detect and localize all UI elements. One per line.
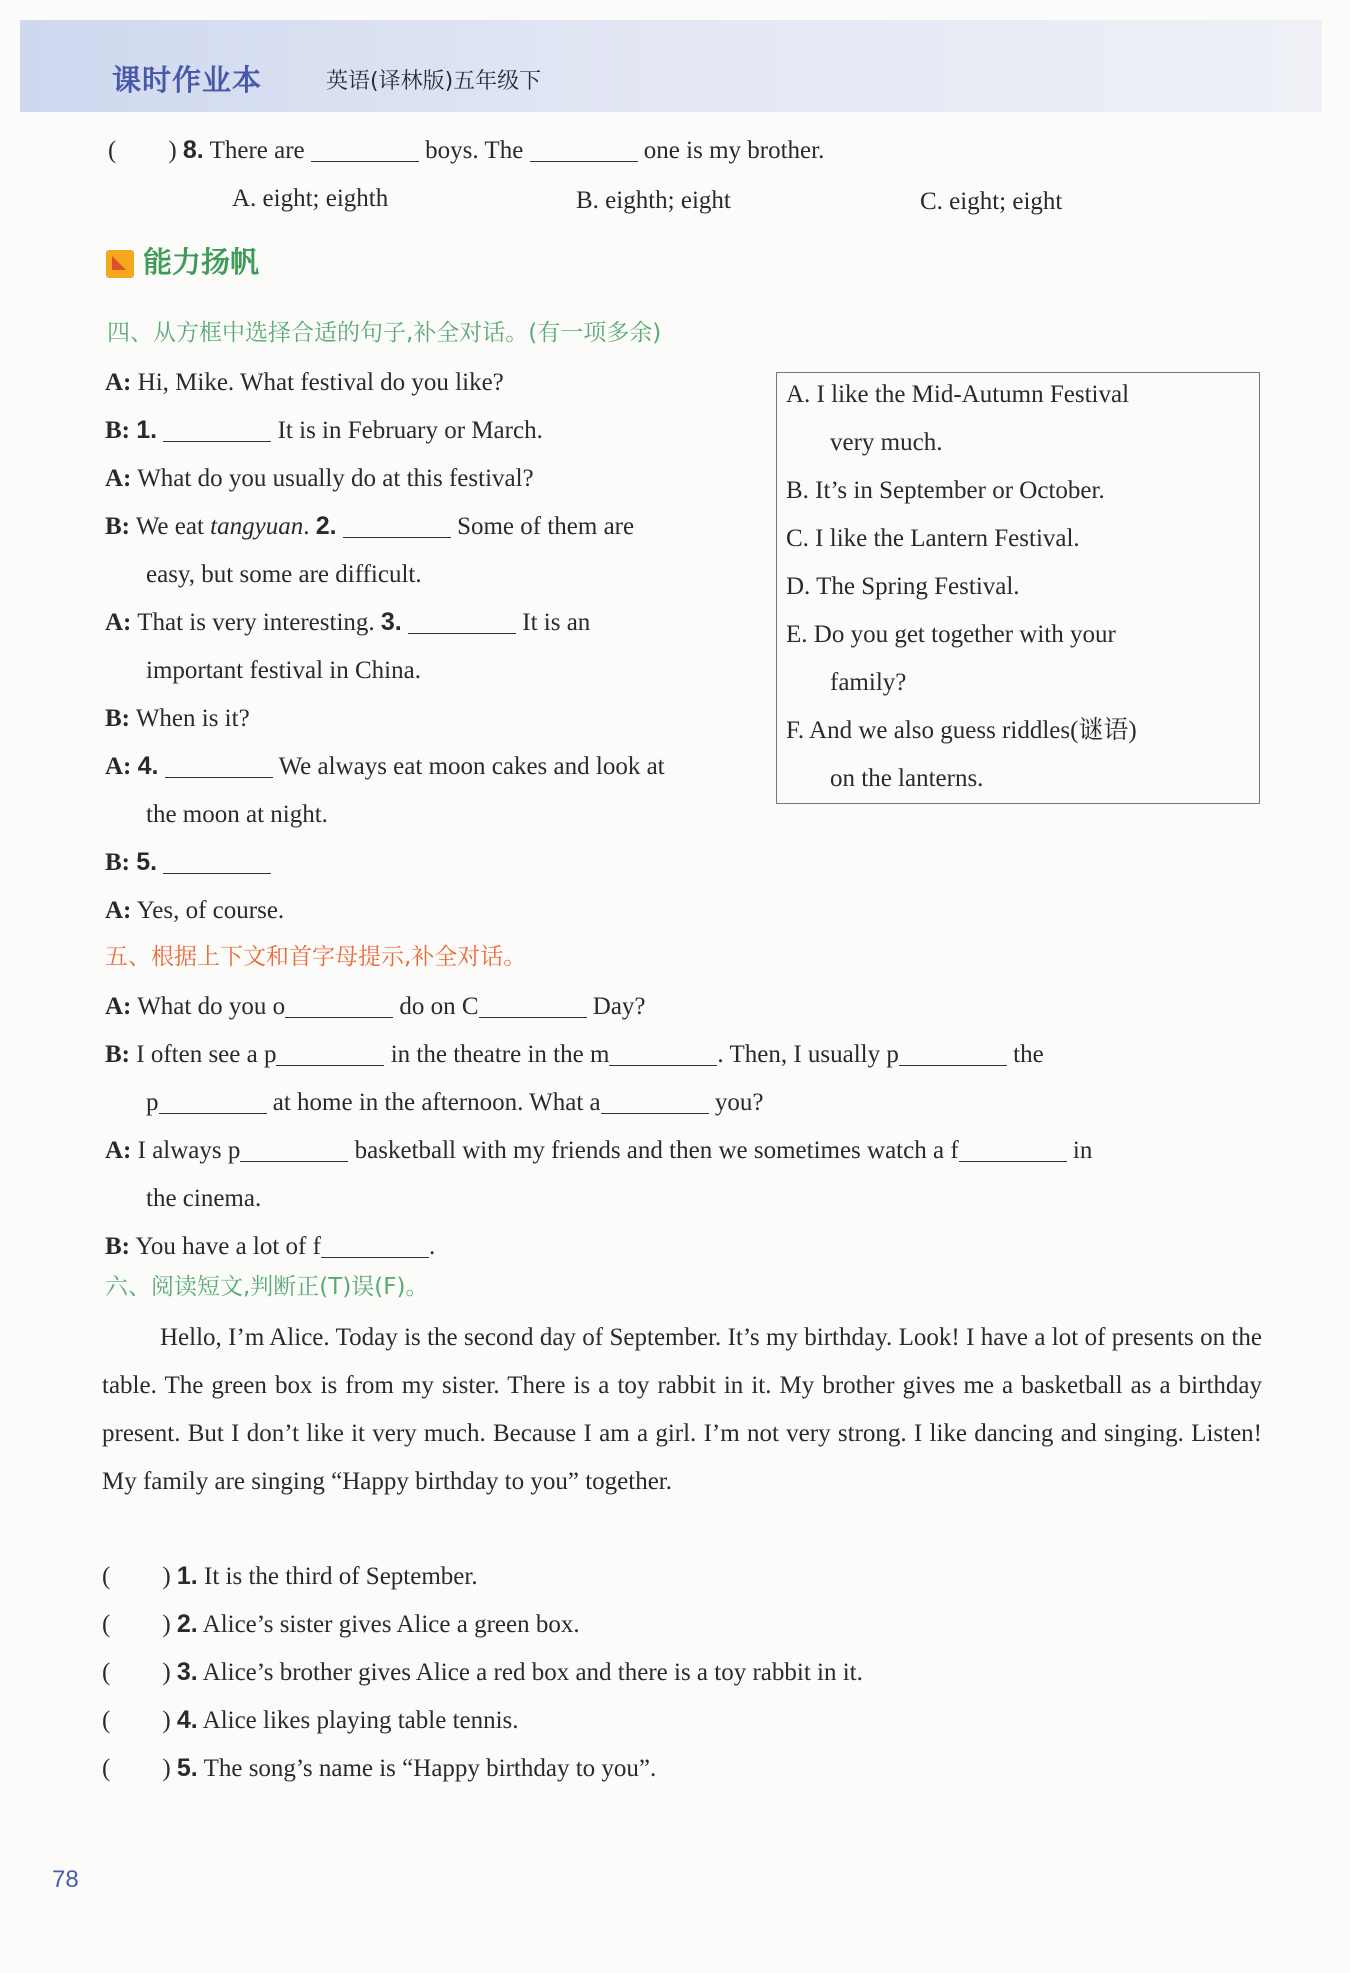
answer-blank[interactable] bbox=[601, 1091, 709, 1114]
q8-option-a: A. eight; eighth bbox=[232, 185, 389, 212]
reading-passage: Hello, I’m Alice. Today is the second day of September. It’s my birthday. Look! I have a lot of presents on the table. The green box is from my sister. There is a toy rabbit in it. My brother gives me a basketball as a birthday present. But I don’t like it very much. Because I am a girl. I’m not very strong. I like dancing and singing. Listen! My family are singing “Happy birthday to you” together. bbox=[102, 1324, 1262, 1495]
answer-blank[interactable] bbox=[285, 995, 393, 1018]
dialog-line: the moon at night. bbox=[146, 801, 328, 828]
dialog-line: the cinema. bbox=[146, 1185, 262, 1212]
section4-heading: 四、从方框中选择合适的句子,补全对话。(有一项多余) bbox=[107, 320, 662, 346]
judge-item: ( ) 4. Alice likes playing table tennis. bbox=[102, 1706, 519, 1734]
dialog-line: B: 1. It is in February or March. bbox=[105, 416, 543, 444]
dialog-line: B: You have a lot of f . bbox=[105, 1233, 436, 1260]
option-b: B. It’s in September or October. bbox=[786, 477, 1105, 504]
answer-blank[interactable] bbox=[530, 139, 638, 162]
dialog-line: A: 4. We always eat moon cakes and look at bbox=[105, 752, 665, 780]
option-f-cont: on the lanterns. bbox=[830, 765, 984, 792]
sail-icon bbox=[106, 250, 134, 278]
answer-blank[interactable] bbox=[276, 1043, 384, 1066]
answer-blank[interactable] bbox=[311, 139, 419, 162]
answer-blank[interactable] bbox=[321, 1235, 429, 1258]
page-header bbox=[20, 20, 1322, 112]
answer-blank[interactable] bbox=[163, 851, 271, 874]
dialog-line: A: That is very interesting. 3. It is an bbox=[105, 608, 591, 636]
answer-blank[interactable] bbox=[159, 1091, 267, 1114]
answer-paren-close: ) bbox=[168, 137, 177, 164]
dialog-line: A: I always p basketball with my friends and then we sometimes watch a f in bbox=[105, 1137, 1093, 1164]
dialog-line: easy, but some are difficult. bbox=[146, 561, 422, 588]
dialog-line: A: What do you o do on C Day? bbox=[105, 993, 646, 1020]
dialog-line: A: Yes, of course. bbox=[105, 897, 285, 924]
option-f: F. And we also guess riddles(谜语) bbox=[786, 717, 1137, 744]
header-subtitle: 英语(译林版)五年级下 bbox=[326, 69, 542, 94]
judge-item: ( ) 1. It is the third of September. bbox=[102, 1562, 478, 1590]
page-number: 78 bbox=[52, 1866, 79, 1893]
section-banner: 能力扬帆 bbox=[143, 245, 260, 279]
answer-blank[interactable] bbox=[609, 1043, 717, 1066]
q8-stem: ( ) 8. There are boys. The one is my brother. bbox=[108, 136, 825, 164]
judge-item: ( ) 2. Alice’s sister gives Alice a green box. bbox=[102, 1610, 580, 1638]
answer-blank[interactable] bbox=[959, 1139, 1067, 1162]
option-a: A. I like the Mid-Autumn Festival bbox=[786, 381, 1130, 408]
answer-blank[interactable] bbox=[240, 1139, 348, 1162]
option-e-cont: family? bbox=[830, 669, 907, 696]
dialog-line: A: What do you usually do at this festival? bbox=[105, 465, 534, 492]
q8-option-c: C. eight; eight bbox=[920, 188, 1063, 215]
dialog-line: p at home in the afternoon. What a you? bbox=[146, 1089, 764, 1116]
option-d: D. The Spring Festival. bbox=[786, 573, 1020, 600]
q8-option-b: B. eighth; eight bbox=[576, 187, 731, 214]
judge-item: ( ) 3. Alice’s brother gives Alice a red box and there is a toy rabbit in it. bbox=[102, 1658, 863, 1686]
dialog-line: B: When is it? bbox=[105, 705, 250, 732]
dialog-line: B: I often see a p in the theatre in the m . Then, I usually p the bbox=[105, 1041, 1044, 1068]
dialog-line: B: We eat tangyuan. 2. Some of them are bbox=[105, 512, 635, 540]
header-title: 课时作业本 bbox=[112, 63, 263, 97]
answer-blank[interactable] bbox=[899, 1043, 1007, 1066]
option-e: E. Do you get together with your bbox=[786, 621, 1116, 648]
answer-blank[interactable] bbox=[479, 995, 587, 1018]
dialog-line: important festival in China. bbox=[146, 657, 421, 684]
judge-item: ( ) 5. The song’s name is “Happy birthday to you”. bbox=[102, 1754, 657, 1782]
answer-blank[interactable] bbox=[165, 755, 273, 778]
answer-blank[interactable] bbox=[163, 419, 271, 442]
option-a-cont: very much. bbox=[830, 429, 943, 456]
option-c: C. I like the Lantern Festival. bbox=[786, 525, 1080, 552]
section5-heading: 五、根据上下文和首字母提示,补全对话。 bbox=[105, 944, 527, 970]
section6-heading: 六、阅读短文,判断正(T)误(F)。 bbox=[105, 1274, 429, 1300]
question-number: 8. bbox=[182, 136, 204, 164]
dialog-line: A: Hi, Mike. What festival do you like? bbox=[105, 369, 504, 396]
dialog-line: B: 5. bbox=[105, 850, 271, 875]
answer-blank[interactable] bbox=[343, 515, 451, 538]
answer-paren-open: ( bbox=[108, 137, 117, 164]
answer-blank[interactable] bbox=[408, 611, 516, 634]
